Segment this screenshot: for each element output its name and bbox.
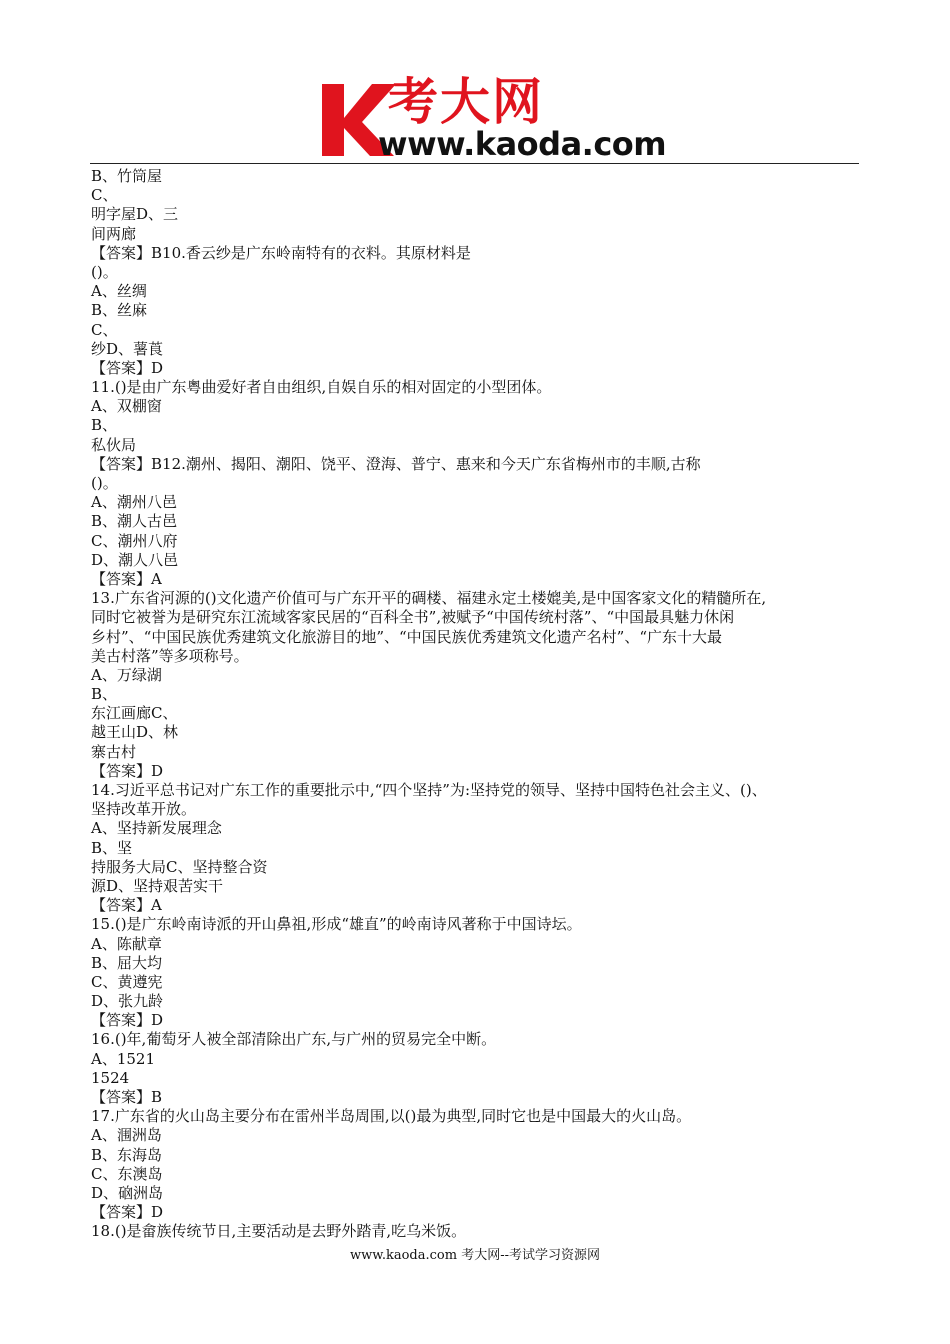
text-line: 【答案】B12.潮州、揭阳、潮阳、饶平、澄海、普宁、惠来和今天广东省梅州市的丰顺,古称 — [91, 454, 701, 473]
logo-url-text: www.kaoda.com — [378, 125, 667, 163]
text-line: C、潮州八府 — [91, 531, 178, 550]
text-line: 11.()是由广东粤曲爱好者自由组织,自娱自乐的相对固定的小型团体。 — [91, 378, 552, 397]
text-line: 纱D、薯莨 — [91, 339, 164, 358]
text-line: A、潮州八邑 — [91, 493, 177, 512]
text-line: A、双棚窗 — [91, 397, 162, 416]
text-line: B、屈大均 — [91, 953, 163, 972]
text-line: 持服务大局C、坚持整合资 — [91, 857, 268, 876]
text-line: A、1521 — [91, 1049, 156, 1068]
text-line: 17.广东省的火山岛主要分布在雷州半岛周围,以()最为典型,同时它也是中国最大的火山岛。 — [91, 1107, 692, 1126]
logo-chinese-text: 考大网 — [388, 73, 544, 131]
text-line: 坚持改革开放。 — [91, 800, 197, 819]
text-line: B、 — [91, 685, 118, 704]
text-line: B、丝麻 — [91, 301, 148, 320]
text-line: 14.习近平总书记对广东工作的重要批示中,“四个坚持”为:坚持党的领导、坚持中国特色社会主义、()、 — [91, 781, 767, 799]
text-line: 16.()年,葡萄牙人被全部清除出广东,与广州的贸易完全中断。 — [91, 1030, 497, 1049]
text-line: 【答案】D — [91, 1203, 164, 1222]
text-line: 【答案】B — [91, 1088, 163, 1106]
text-line: 15.()是广东岭南诗派的开山鼻祖,形成“雄直”的岭南诗风著称于中国诗坛。 — [91, 915, 582, 934]
text-line: ()。 — [91, 474, 118, 492]
text-line: 乡村”、“中国民族优秀建筑文化旅游目的地”、“中国民族优秀建筑文化遗产名村”、“广东十大最 — [91, 627, 723, 646]
text-line: 【答案】A — [91, 896, 162, 915]
text-line: 寨古村 — [91, 742, 137, 761]
text-line: D、潮人八邑 — [91, 550, 179, 569]
text-line: A、丝绸 — [91, 282, 147, 301]
text-line: 【答案】D — [91, 1011, 164, 1030]
text-line: C、黄遵宪 — [91, 972, 163, 991]
text-line: B、潮人古邑 — [91, 512, 178, 531]
text-line: 东江画廊C、 — [91, 704, 178, 723]
text-line: 同时它被誉为是研究东江流域客家民居的“百科全书”,被赋予“中国传统村落”、“中国最具魅力休闲 — [91, 608, 735, 627]
text-line: D、硇洲岛 — [91, 1183, 164, 1202]
document-body — [91, 167, 881, 1242]
text-line: B、竹筒屋 — [91, 167, 163, 185]
text-line: C、 — [91, 186, 118, 205]
text-line: 【答案】B10.香云纱是广东岭南特有的衣料。其原材料是 — [91, 243, 471, 262]
text-line: 【答案】D — [91, 761, 164, 780]
text-line: 源D、坚持艰苦实干 — [91, 876, 224, 895]
text-line: C、东澳岛 — [91, 1164, 163, 1183]
text-line: A、陈献章 — [91, 934, 162, 953]
page-footer: www.kaoda.com 考大网--考试学习资源网 — [350, 1248, 600, 1263]
text-line: 13.广东省河源的()文化遗产价值可与广东开平的碉楼、福建永定土楼媲美,是中国客家文化的精髓所在, — [91, 589, 767, 608]
kaoda-logo — [318, 73, 667, 163]
text-line: 越王山D、林 — [91, 723, 179, 742]
text-line: B、东海岛 — [91, 1145, 163, 1164]
text-line: A、坚持新发展理念 — [91, 819, 222, 838]
header-divider — [90, 163, 859, 164]
text-line: 【答案】A — [91, 569, 162, 588]
text-line: D、张九龄 — [91, 992, 164, 1011]
text-line: A、万绿湖 — [91, 665, 162, 684]
text-line: 间两廊 — [91, 224, 137, 243]
text-line: B、坚 — [91, 838, 133, 857]
text-line: 美古村落”等多项称号。 — [91, 646, 249, 665]
text-line: 18.()是畲族传统节日,主要活动是去野外踏青,吃乌米饭。 — [91, 1222, 467, 1241]
text-line: 【答案】D — [91, 358, 164, 377]
text-line: B、 — [91, 416, 118, 435]
text-line: 私伙局 — [91, 435, 137, 454]
text-line: 1524 — [91, 1068, 130, 1087]
text-line: A、涠洲岛 — [91, 1126, 162, 1145]
text-line: C、 — [91, 320, 118, 339]
text-line: ()。 — [91, 262, 118, 281]
text-line: 明字屋D、三 — [91, 205, 179, 224]
